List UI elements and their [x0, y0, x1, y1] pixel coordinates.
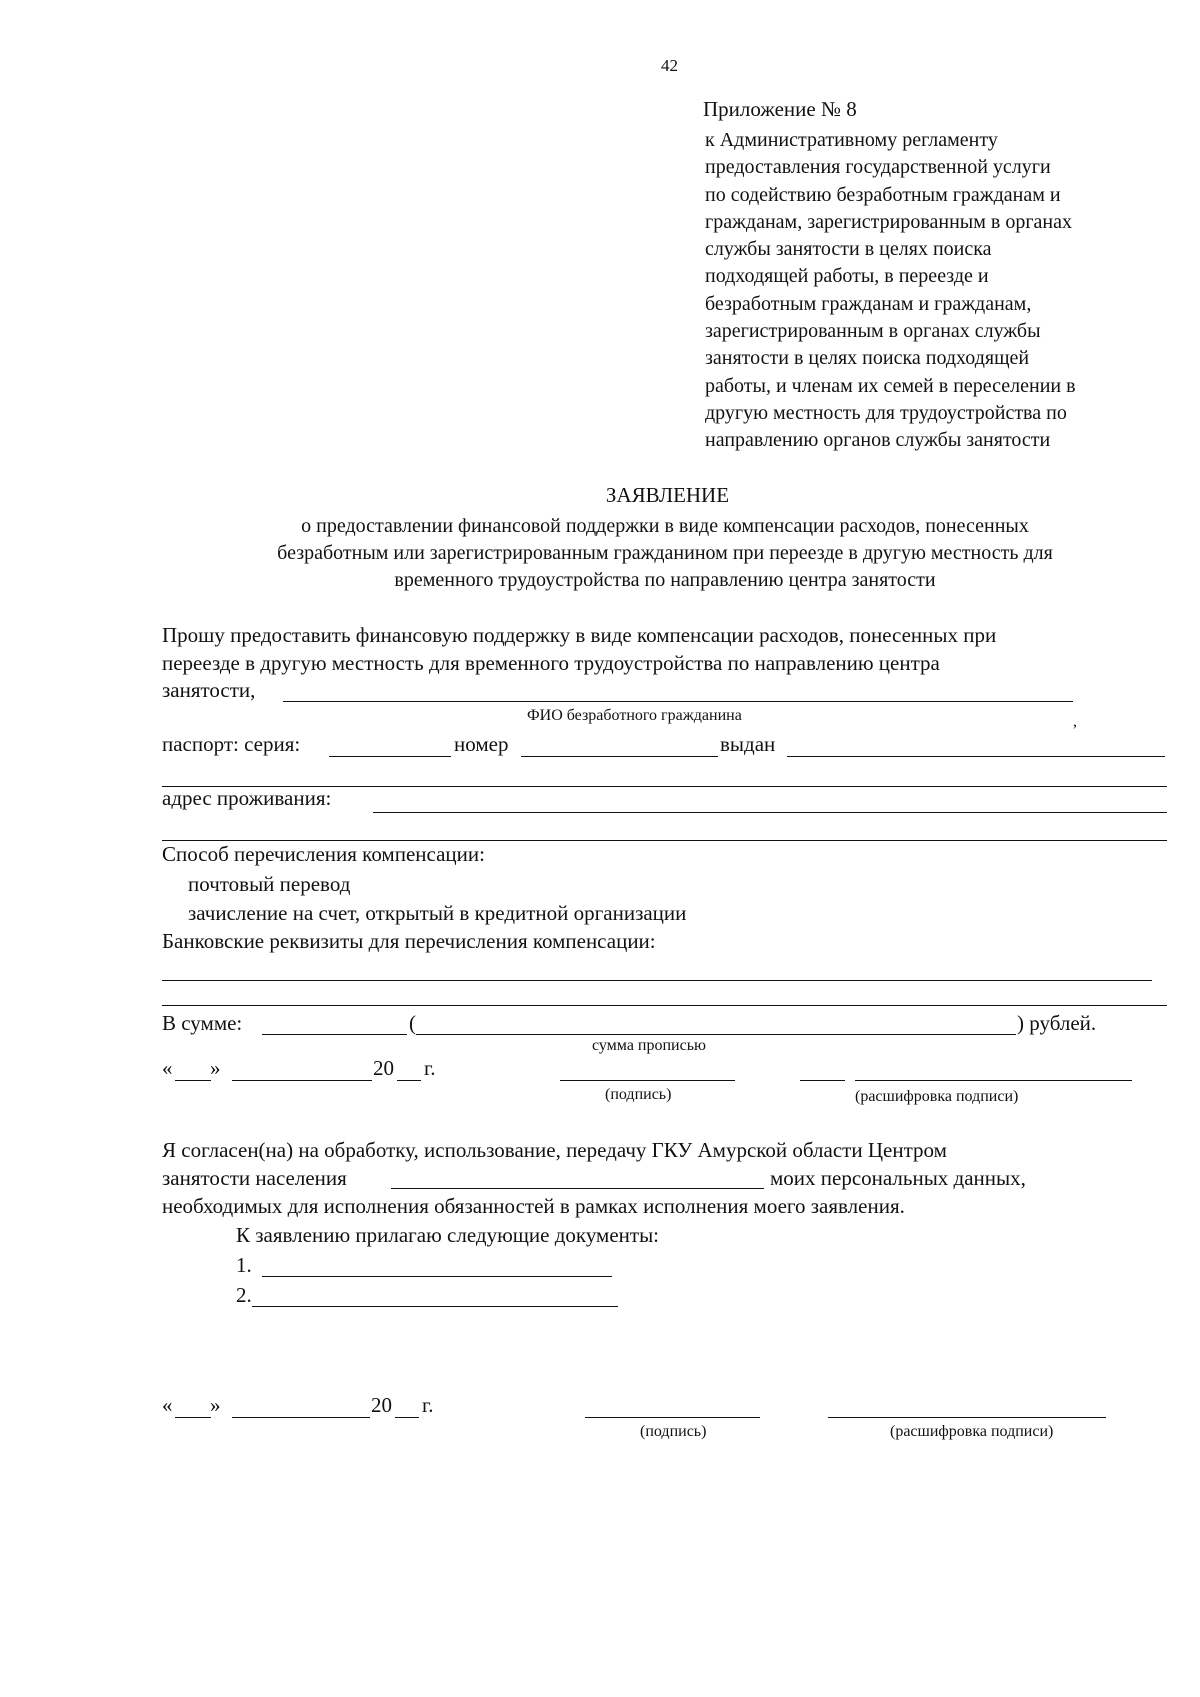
signature-decode-field-left[interactable] [800, 1080, 845, 1081]
passport-series-label: паспорт: серия: [162, 732, 301, 756]
attachment-item-1-number: 1. [236, 1253, 252, 1277]
signature2-field[interactable] [585, 1417, 760, 1418]
passport-series-field[interactable] [329, 756, 451, 757]
amount-open-paren: ( [409, 1011, 416, 1035]
amount-words-field[interactable] [416, 1034, 1016, 1035]
passport-issued-field[interactable] [787, 756, 1165, 757]
signature-field[interactable] [560, 1080, 735, 1081]
bank-details-field-2[interactable] [162, 1005, 1167, 1006]
address-field[interactable] [373, 812, 1167, 813]
date-day-field[interactable] [175, 1080, 211, 1081]
page-number: 42 [661, 56, 678, 75]
appendix-line: службы занятости в целях поиска [705, 238, 992, 261]
consent-organization-field[interactable] [391, 1188, 764, 1189]
appendix-line: гражданам, зарегистрированным в органах [705, 210, 1072, 233]
payment-method-title: Способ перечисления компенсации: [162, 842, 485, 866]
date-year-prefix: 20 [373, 1056, 394, 1080]
appendix-line: безработным гражданам и гражданам, [705, 292, 1032, 315]
date2-year-prefix: 20 [371, 1393, 392, 1417]
signature2-decode-field[interactable] [828, 1417, 1106, 1418]
passport-number-field[interactable] [521, 756, 718, 757]
signature-decode-caption: (расшифровка подписи) [855, 1088, 1019, 1105]
appendix-line: по содействию безработным гражданам и [705, 183, 1061, 206]
amount-number-field[interactable] [262, 1034, 407, 1035]
date2-close-quote: » [210, 1393, 221, 1417]
request-line-2: переезде в другую местность для временного трудоустройства по направлению центра [162, 651, 940, 675]
stray-mark: , [1073, 713, 1077, 730]
consent-line-1: Я согласен(на) на обработку, использование, передачу ГКУ Амурской области Центром [162, 1138, 947, 1162]
consent-line-3: необходимых для исполнения обязанностей в рамках исполнения моего заявления. [162, 1194, 905, 1218]
payment-option-postal: почтовый перевод [188, 872, 351, 896]
passport-issued-label: выдан [720, 732, 776, 756]
date-year-field[interactable] [397, 1080, 421, 1081]
payment-option-account: зачисление на счет, открытый в кредитной организации [188, 901, 687, 925]
subtitle-line: безработным или зарегистрированным гражданином при переезде в другую местность для [277, 542, 1053, 564]
appendix-line: зарегистрированным в органах службы [705, 320, 1041, 343]
appendix-line: работы, и членам их семей в переселении в [705, 374, 1076, 397]
date2-open-quote: « [162, 1393, 173, 1417]
signature-caption: (подпись) [605, 1086, 672, 1103]
date-month-field[interactable] [232, 1080, 372, 1081]
appendix-line: подходящей работы, в переезде и [705, 265, 989, 288]
date2-day-field[interactable] [175, 1417, 211, 1418]
appendix-title: Приложение № 8 [703, 97, 857, 121]
bank-details-field-1[interactable] [162, 980, 1152, 981]
fio-field-line[interactable] [283, 701, 1073, 702]
address-label: адрес проживания: [162, 786, 332, 810]
document-subtitle [100, 513, 1200, 594]
attachment-item-2-number: 2. [236, 1283, 252, 1307]
appendix-line: занятости в целях поиска подходящей [705, 347, 1030, 370]
attachments-title: К заявлению прилагаю следующие документы: [236, 1223, 660, 1247]
amount-words-caption: сумма прописью [592, 1037, 706, 1054]
appendix-line: другую местность для трудоустройства по [705, 401, 1067, 424]
date-year-suffix: г. [424, 1056, 436, 1080]
subtitle-line: временного трудоустройства по направлению центра занятости [394, 569, 936, 591]
appendix-line: направлению органов службы занятости [705, 429, 1051, 452]
passport-number-label: номер [454, 732, 509, 756]
date-open-quote: « [162, 1056, 173, 1080]
amount-label: В сумме: [162, 1011, 243, 1035]
consent-line-2-end: моих персональных данных, [770, 1166, 1026, 1190]
date2-month-field[interactable] [232, 1417, 370, 1418]
bank-details-label: Банковские реквизиты для перечисления компенсации: [162, 929, 656, 953]
fio-caption: ФИО безработного гражданина [527, 707, 742, 724]
address-continuation-line[interactable] [162, 840, 1167, 841]
consent-line-2-start: занятости населения [162, 1166, 347, 1190]
amount-suffix: ) рублей. [1017, 1011, 1097, 1035]
subtitle-line: о предоставлении финансовой поддержки в виде компенсации расходов, понесенных [301, 515, 1029, 537]
request-line-3: занятости, [162, 678, 256, 702]
attachment-item-2-field[interactable] [252, 1306, 618, 1307]
appendix-line: к Административному регламенту [705, 129, 998, 151]
date2-year-field[interactable] [395, 1417, 419, 1418]
appendix-text [705, 127, 1076, 455]
appendix-line: предоставления государственной услуги [705, 156, 1051, 179]
signature-decode-field[interactable] [855, 1080, 1132, 1081]
signature2-caption: (подпись) [640, 1423, 707, 1440]
attachment-item-1-field[interactable] [262, 1276, 612, 1277]
request-line-1: Прошу предоставить финансовую поддержку в виде компенсации расходов, понесенных при [162, 623, 997, 647]
signature2-decode-caption: (расшифровка подписи) [890, 1423, 1054, 1440]
date2-year-suffix: г. [422, 1393, 434, 1417]
date-close-quote: » [210, 1056, 221, 1080]
document-title: ЗАЯВЛЕНИЕ [605, 483, 730, 507]
